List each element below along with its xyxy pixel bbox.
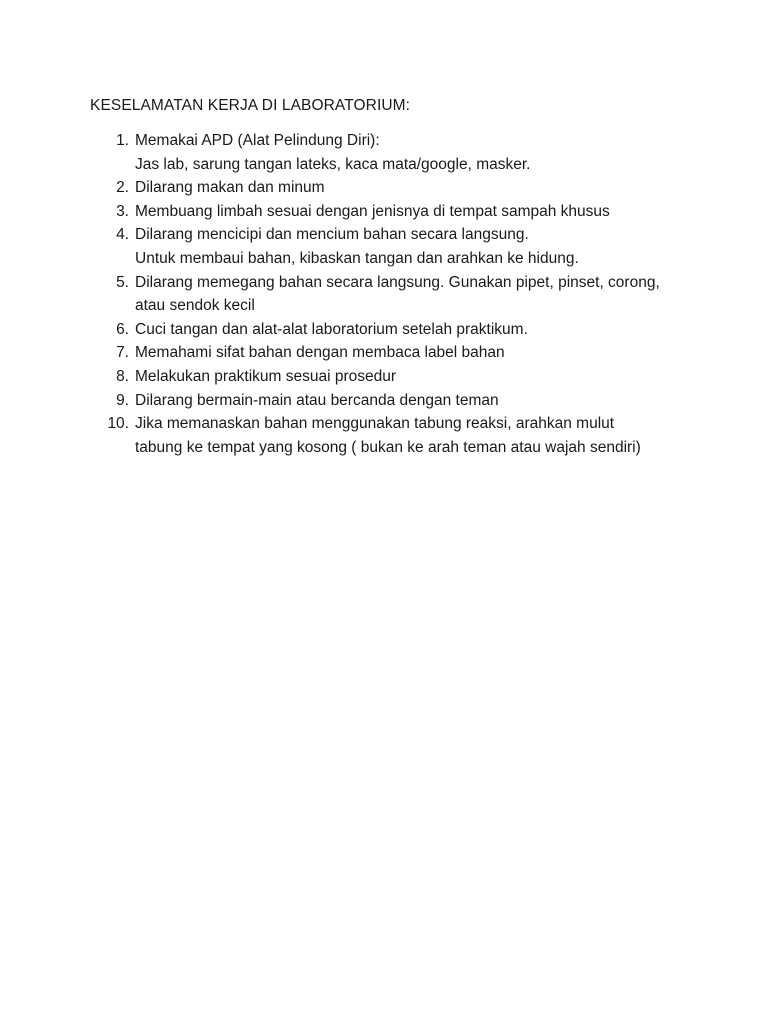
list-item-text: Dilarang makan dan minum [135, 179, 325, 197]
list-item-number: 4. [116, 226, 129, 244]
safety-rules-list [90, 129, 690, 459]
document-title: KESELAMATAN KERJA DI LABORATORIUM: [90, 97, 411, 114]
list-item [90, 365, 690, 389]
list-item-number: 10. [107, 415, 129, 433]
list-item-text: Jika memanaskan bahan menggunakan tabung reaksi, arahkan mulut [135, 415, 615, 433]
list-item [90, 271, 690, 318]
list-item [90, 318, 690, 342]
list-item-number: 3. [116, 202, 129, 220]
list-item-text: Dilarang mencicipi dan mencium bahan secara langsung. [135, 226, 529, 244]
list-item-text: Jas lab, sarung tangan lateks, kaca mata/google, masker. [135, 155, 531, 173]
list-item [90, 412, 690, 459]
list-item-text: Untuk membaui bahan, kibaskan tangan dan arahkan ke hidung. [135, 249, 579, 267]
list-item [90, 200, 690, 224]
list-item [90, 389, 690, 413]
list-item-text: atau sendok kecil [135, 297, 255, 315]
list-item-number: 5. [116, 273, 129, 291]
list-item-number: 9. [116, 391, 129, 409]
list-item-text: Dilarang bermain-main atau bercanda dengan teman [135, 391, 499, 409]
list-item-text: Cuci tangan dan alat-alat laboratorium setelah praktikum. [135, 320, 528, 338]
list-item-text: Membuang limbah sesuai dengan jenisnya di tempat sampah khusus [135, 202, 610, 220]
list-item-text: Melakukan praktikum sesuai prosedur [135, 367, 397, 385]
list-item-text: Dilarang memegang bahan secara langsung. Gunakan pipet, pinset, corong, [135, 273, 660, 291]
list-item-number: 8. [116, 367, 129, 385]
list-item [90, 176, 690, 200]
list-item [90, 129, 690, 176]
list-item-number: 1. [116, 132, 129, 149]
list-item-text: tabung ke tempat yang kosong ( bukan ke arah teman atau wajah sendiri) [135, 438, 641, 456]
list-item-text: Memahami sifat bahan dengan membaca label bahan [135, 344, 505, 362]
list-item [90, 341, 690, 365]
list-item-text: Memakai APD (Alat Pelindung Diri): [135, 132, 380, 149]
list-item-number: 7. [116, 344, 129, 362]
list-item-number: 6. [116, 320, 129, 338]
list-item [90, 223, 690, 270]
list-item-number: 2. [116, 179, 129, 197]
